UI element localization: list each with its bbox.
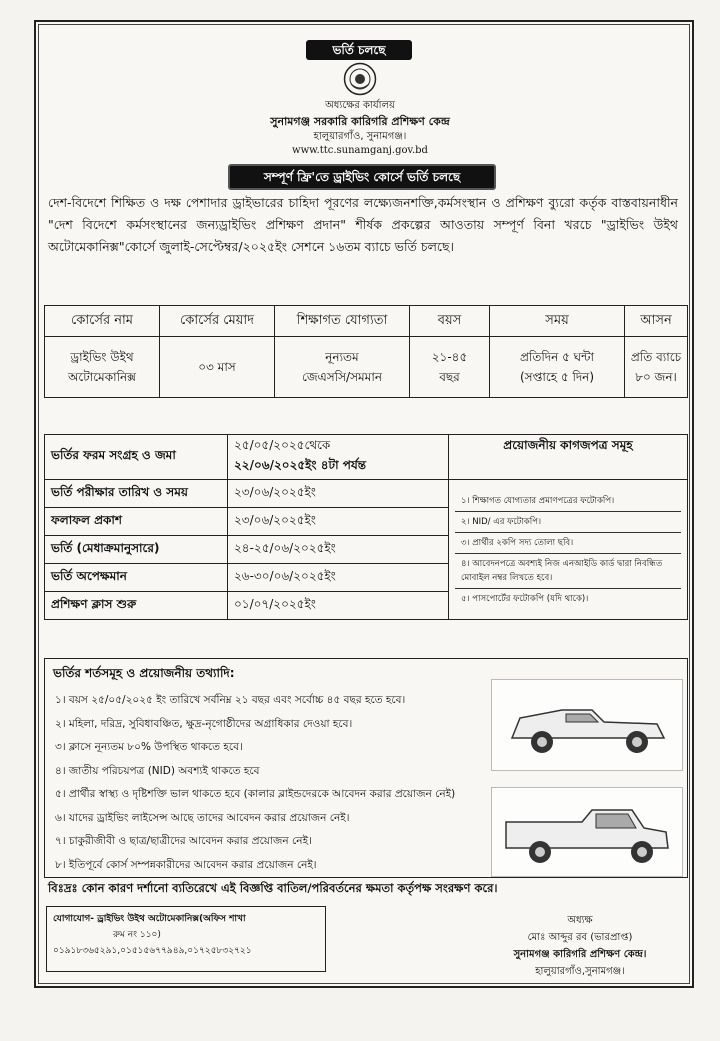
condition-item: ১। বয়স ২৫/০৫/২০২৫ ইং তারিখে সর্বনিম্ন ২১ বছর এবং সর্বোচ্চ ৪৫ বছর হতে হবে। — [55, 694, 406, 706]
condition-item: ৪। জাতীয় পরিচয়পত্র (NID) অবশ্যই থাকতে হবে — [55, 764, 260, 777]
document-item: ২। NID/ এর ফটোকপি। — [455, 512, 681, 533]
contact-box — [46, 906, 326, 972]
header-education: শিক্ষাগত যোগ্যতা — [275, 306, 410, 337]
condition-item: ৬। যাদের ড্রাইভিং লাইসেন্স আছে তাদের আবেদন করার প্রয়োজন নেই। — [55, 811, 350, 824]
course-duration-cell: ০৩ মাস — [160, 337, 275, 398]
age-cell — [410, 337, 490, 398]
office-title: অধ্যক্ষের কার্যালয় — [325, 100, 395, 111]
institute-name: সুনামগঞ্জ সরকারি কারিগরি প্রশিক্ষণ কেন্দ্র — [270, 115, 450, 128]
schedule-value-line-2: ২২/০৬/২০২৫ইং ৪টা পর্যন্ত — [234, 458, 367, 472]
schedule-row — [45, 480, 688, 508]
header-time: সময় — [490, 306, 625, 337]
contact-line-2: রুম নং ১১০) — [113, 930, 161, 940]
condition-item: ৫। প্রার্থীর স্বাস্থ্য ও দৃষ্টিশক্তি ভাল থাকতে হবে (কালার ব্লাইন্ডদেরকে আবেদন করার প্রয়োজন নেই) — [55, 788, 456, 800]
document-item: ৩। প্রার্থীর ২কপি সদ্য তোলা ছবি। — [455, 533, 681, 554]
seats-line-2: ৮০ জন। — [635, 370, 677, 384]
contact-line-1: যোগাযোগ- ড্রাইভিং উইথ অটোমেকানিক্স(অফিস শাখা — [53, 914, 246, 924]
age-line-1: ২১-৪৫ — [431, 350, 468, 364]
header-age: বয়স — [410, 306, 490, 337]
schedule-value: ২৪-২৫/০৬/২০২৫ইং — [228, 536, 449, 564]
age-line-2: বছর — [439, 370, 460, 384]
header-seats: আসন — [625, 306, 688, 337]
institute-website: www.ttc.sunamganj.gov.bd — [292, 145, 428, 156]
schedule-label: ভর্তি পরীক্ষার তারিখ ও সময় — [45, 480, 228, 508]
conditions-list — [55, 689, 505, 877]
vehicle-photo-1 — [491, 679, 683, 771]
condition-item: ৩। ক্লাসে নূন্যতম ৮০% উপস্থিত থাকতে হবে। — [55, 741, 243, 753]
condition-item: ৮। ইতিপূর্বে কোর্স সম্পন্নকারীদের আবেদন করার প্রয়োজন নেই। — [55, 858, 317, 871]
signature-address: হালুয়ারগাঁও,সুনামগঞ্জ। — [535, 966, 625, 977]
documents-header: প্রয়োজনীয় কাগজপত্র সমূহ — [449, 435, 688, 480]
condition-item: ২। মহিলা, দরিদ্র, সুবিধাবঞ্চিত, ক্ষুদ্র-নৃগোষ্ঠীদের অগ্রাধিকার দেওয়া হবে। — [55, 717, 353, 730]
conditions-title: ভর্তির শর্তসমূহ ও প্রয়োজনীয় তথ্যাদি: — [53, 666, 235, 680]
schedule-value — [228, 435, 449, 480]
course-name-line-1: ড্রাইভিং উইথ — [70, 350, 134, 364]
free-course-banner: সম্পূর্ণ ফ্রি'তে ড্রাইভিং কোর্সে ভর্তি চলছে — [228, 164, 496, 190]
education-line-2: জেএসসি/সমমান — [302, 370, 382, 384]
seats-line-1: প্রতি ব্যাচে — [630, 350, 682, 364]
time-cell — [490, 337, 625, 398]
course-table-header — [45, 306, 688, 337]
schedule-value: ২৩/০৬/২০২৫ইং — [228, 480, 449, 508]
schedule-label: ভর্তি (মেধাক্রমানুসারে) — [45, 536, 228, 564]
condition-item: ৭। চাকুরীজীবী ও ছাত্র/ছাত্রীদের আবেদন করার প্রয়োজন নেই। — [55, 835, 312, 847]
documents-list — [449, 480, 688, 620]
signature-block — [470, 912, 690, 980]
intro-paragraph: দেশ-বিদেশে শিক্ষিত ও দক্ষ পেশাদার ড্রাইভারের চাহিদা পূরণের লক্ষ্যেজনশক্তি,কর্মসংস্থান ও প্রশিক্ষণ ব্যুরো কর্তৃক বাস্তবায়নাধীন "দেশ বিদেশে কর্মসংস্থানের জন্যড্রাইভিং প্রশিক্ষণ প্রদান" শীর্ষক প্রকল্পের আওতায় সম্পূর্ণ বিনা খরচে "ড্রাইভিং উইথ অটোমেকানিক্স"কোর্সে জুলাই-সেপ্টেম্বর/২০২৫ইং সেশনে ১৬তম ব্যাচে ভর্তি চলছে। — [48, 195, 678, 254]
signature-name: মোঃ আব্দুর রব (ভারপ্রাপ্ত) — [527, 932, 633, 943]
schedule-value: ২৩/০৬/২০২৫ইং — [228, 508, 449, 536]
schedule-value: ২৬-৩০/০৬/২০২৫ইং — [228, 564, 449, 592]
institute-address: হালুয়ারগাঁও, সুনামগঞ্জ। — [313, 131, 407, 142]
schedule-label: প্রশিক্ষণ ক্লাস শুরু — [45, 592, 228, 620]
header-duration: কোর্সের মেয়াদ — [160, 306, 275, 337]
schedule-value-line-1: ২৫/০৫/২০২৫থেকে — [234, 438, 331, 452]
course-table — [44, 305, 688, 398]
vehicle-photo-2 — [491, 787, 683, 877]
schedule-label: ফলাফল প্রকাশ — [45, 508, 228, 536]
document-item: ১। শিক্ষাগত যোগ্যতার প্রমাণপত্রের ফটোকপি। — [455, 491, 681, 512]
course-name-cell — [45, 337, 160, 398]
conditions-box — [44, 658, 688, 878]
document-item: ৪। আবেদনপত্রে অবশ্যই নিজ এনআইডি কার্ড দ্বারা নিবন্ধিত মোবাইল নম্বর লিখতে হবে। — [455, 554, 681, 589]
contact-phones: ০১৯১৮৩৬৫২৯১,০১৫১৫৬৭৭৯৪৯,০১৭২৫৮৩২৭২১ — [53, 946, 252, 956]
schedule-table — [44, 434, 688, 620]
education-line-1: নূন্যতম — [325, 350, 359, 364]
course-table-row — [45, 337, 688, 398]
time-line-2: (সপ্তাহে ৫ দিন) — [519, 370, 595, 384]
schedule-value: ০১/০৭/২০২৫ইং — [228, 592, 449, 620]
schedule-label: ভর্তি অপেক্ষমান — [45, 564, 228, 592]
education-cell — [275, 337, 410, 398]
signature-institute: সুনামগঞ্জ কারিগরি প্রশিক্ষণ কেন্দ্র। — [513, 949, 647, 960]
header-course-name: কোর্সের নাম — [45, 306, 160, 337]
schedule-label: ভর্তির ফরম সংগ্রহ ও জমা — [45, 435, 228, 480]
admission-badge: ভর্তি চলছে — [306, 40, 412, 60]
course-name-line-2: অটোমেকানিক্স — [67, 370, 136, 384]
notice-text: বিঃদ্রঃ কোন কারণ দর্শানো ব্যতিরেখে এই বিজ্ঞপ্তি বাতিল/পরিবর্তনের ক্ষমতা কর্তৃপক্ষ সংরক্ষণ করে। — [48, 881, 498, 895]
time-line-1: প্রতিদিন ৫ ঘন্টা — [519, 350, 595, 364]
schedule-row — [45, 435, 688, 480]
seats-cell — [625, 337, 688, 398]
government-seal — [343, 62, 377, 96]
signature-title: অধ্যক্ষ — [567, 915, 593, 926]
document-item: ৫। পাসপোর্টের ফটোকপি (যদি থাকে)। — [461, 593, 589, 604]
